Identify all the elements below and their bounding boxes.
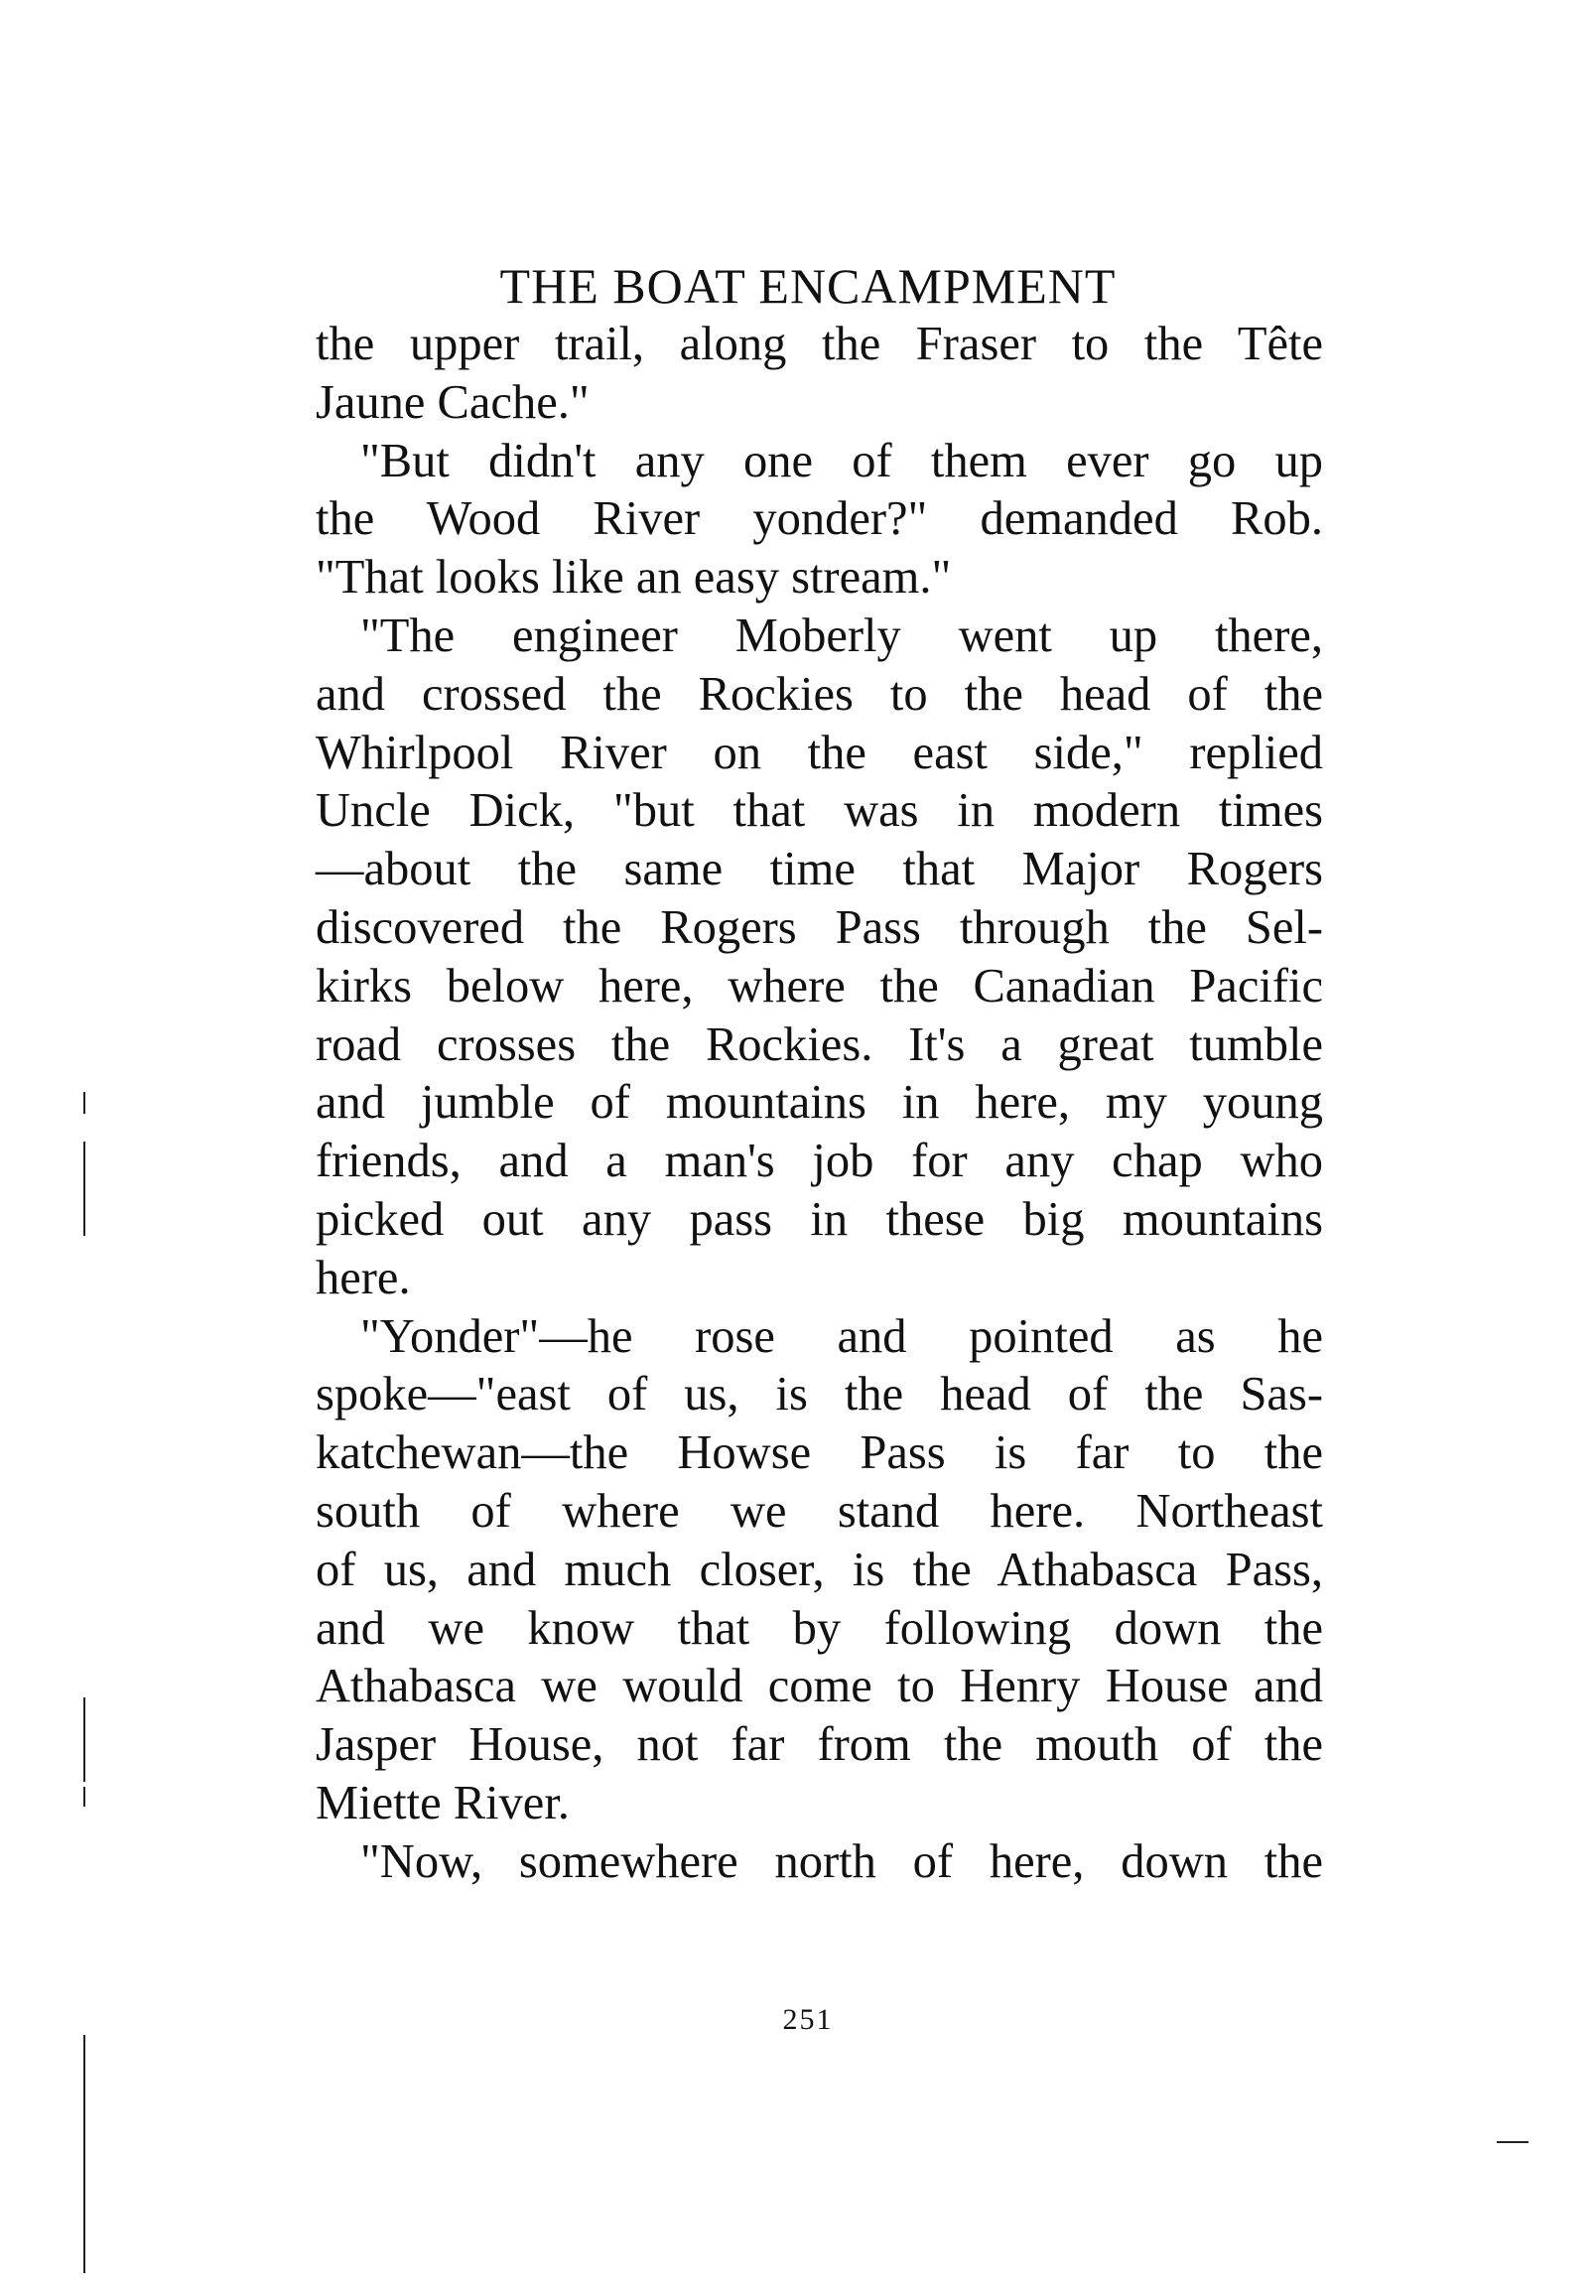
text-line: Jasper House, not far from the mouth of the <box>316 1718 1323 1772</box>
text-line: Uncle Dick, "but that was in modern times <box>316 784 1323 838</box>
page-number: 251 <box>782 2003 834 2036</box>
text-line: Miette River. <box>316 1776 570 1829</box>
binding-edge-mark <box>83 1787 85 1807</box>
binding-edge-mark <box>83 1697 85 1782</box>
text-line: "Yonder"—he rose and pointed as he <box>360 1309 1323 1363</box>
binding-edge-mark <box>83 2035 85 2273</box>
text-line: road crosses the Rockies. It's a great tumble <box>316 1017 1323 1071</box>
binding-edge-mark <box>83 1142 85 1236</box>
body-text <box>316 316 1323 1892</box>
text-line: katchewan—the Howse Pass is far to the <box>316 1426 1323 1480</box>
text-line: the upper trail, along the Fraser to the Tête <box>316 318 1323 370</box>
text-line: the Wood River yonder?" demanded Rob. <box>316 492 1323 546</box>
text-line: and jumble of mountains in here, my young <box>316 1076 1323 1130</box>
binding-edge-mark <box>83 1092 85 1114</box>
text-line: discovered the Rogers Pass through the Sel- <box>316 900 1323 954</box>
text-line: and we know that by following down the <box>316 1601 1323 1655</box>
text-line: here. <box>316 1251 411 1304</box>
text-line: "But didn't any one of them ever go up <box>360 434 1323 487</box>
edge-dash-mark <box>1497 2141 1529 2143</box>
text-line: friends, and a man's job for any chap who <box>316 1135 1323 1188</box>
text-line: south of where we stand here. Northeast <box>316 1484 1323 1538</box>
text-line: "Now, somewhere north of here, down the <box>360 1834 1323 1888</box>
text-line: kirks below here, where the Canadian Pacific <box>316 959 1323 1013</box>
text-line: picked out any pass in these big mountains <box>316 1192 1323 1246</box>
text-line: spoke—"east of us, is the head of the Sas- <box>316 1368 1323 1421</box>
running-head: THE BOAT ENCAMPMENT <box>499 258 1117 314</box>
text-line: Jaune Cache." <box>316 375 590 429</box>
text-line: and crossed the Rockies to the head of the <box>316 667 1323 721</box>
text-line: of us, and much closer, is the Athabasca Pass, <box>316 1543 1323 1596</box>
text-line: "That looks like an easy stream." <box>316 551 952 605</box>
text-line: Athabasca we would come to Henry House and <box>316 1660 1323 1713</box>
text-line: "The engineer Moberly went up there, <box>360 608 1323 662</box>
text-line: —about the same time that Major Rogers <box>316 843 1323 896</box>
text-line: Whirlpool River on the east side," replied <box>316 726 1323 779</box>
